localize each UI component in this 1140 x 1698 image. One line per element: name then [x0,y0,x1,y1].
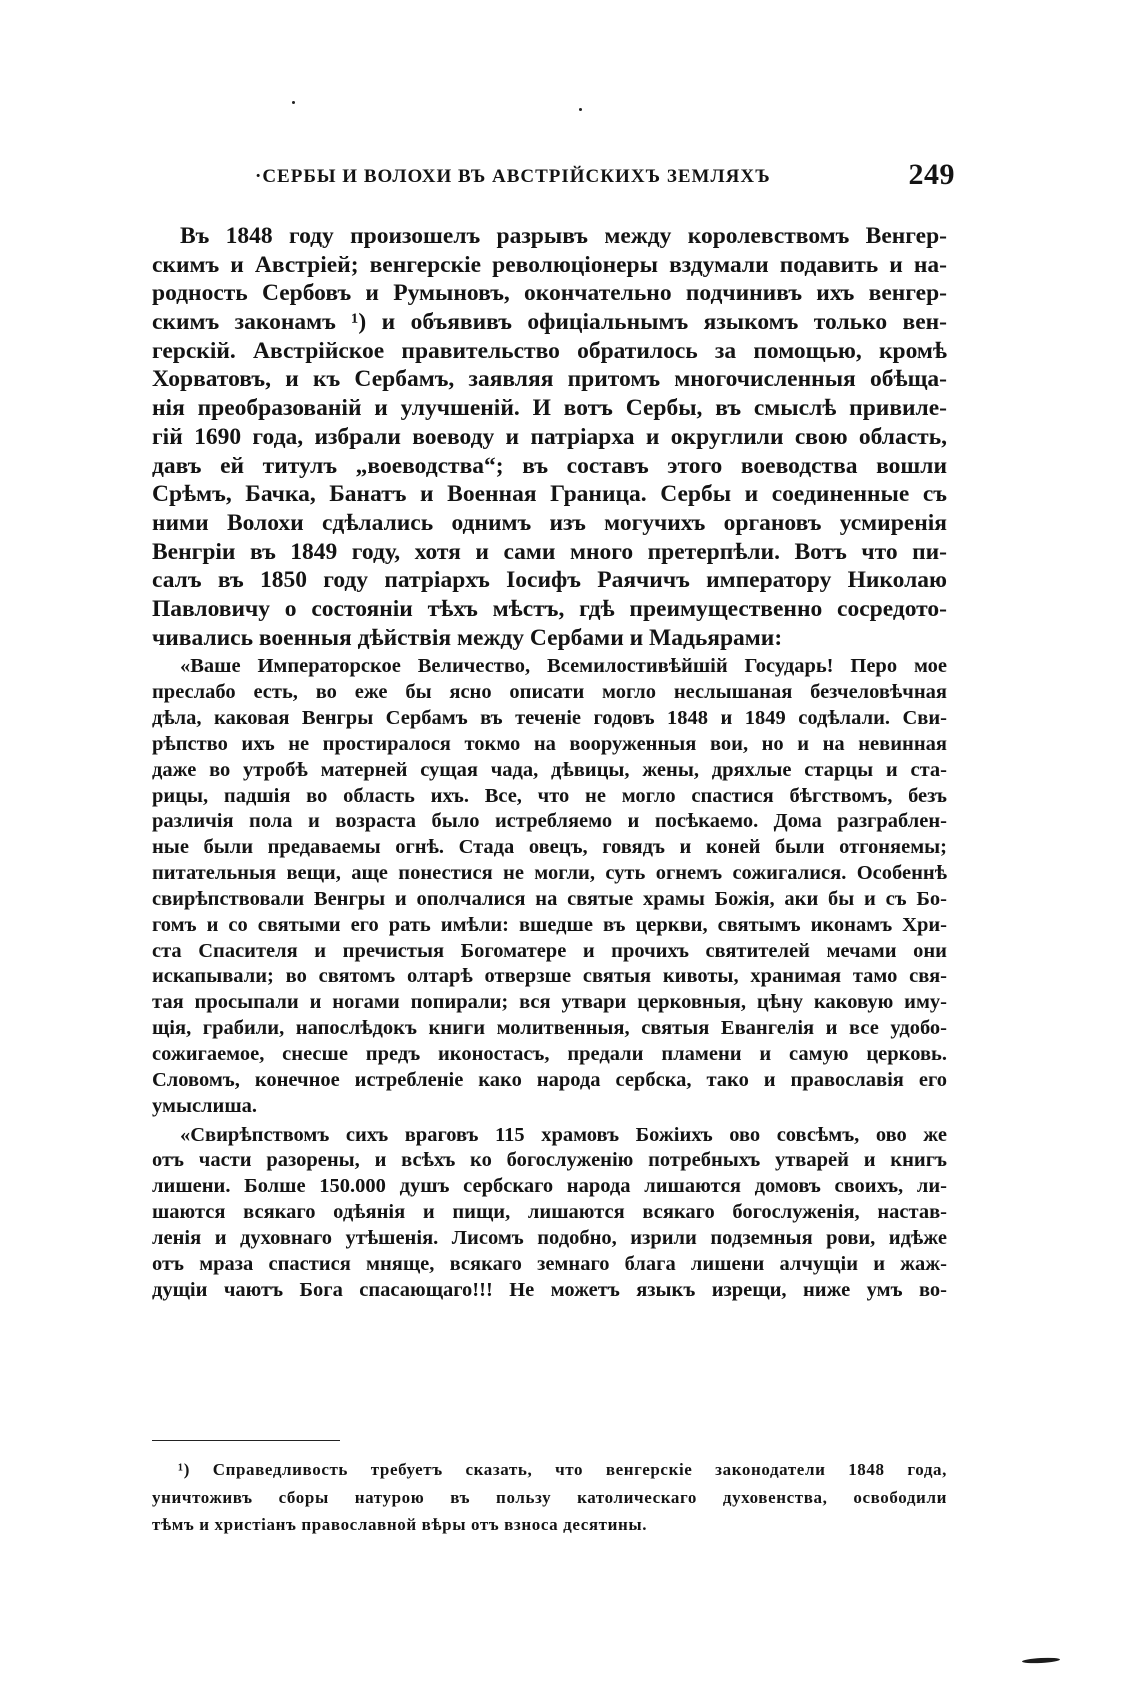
quote-line: умыслиша. [152,1094,258,1117]
text-line: Хорватовъ, и къ Сербамъ, заявляя притомъ многочисленныя обѣща- [152,366,947,393]
quote-line: отъ части разорены, и всѣхъ ко богослуженію потребныхъ утварей и книгъ [152,1149,947,1172]
footnote [152,1456,947,1539]
page-number: 249 [908,158,955,191]
quote-line: лишени. Болше 150.000 душъ сербскаго народа лишаются домовъ своихъ, ли- [152,1175,947,1198]
body-paragraph [152,222,947,652]
quote-line: рицы, падшія во область ихъ. Все, что не могло спастися бѣгствомъ, безъ [152,784,947,807]
text-line: нія преобразованій и улучшеній. И вотъ Сербы, въ смыслѣ привиле- [152,395,947,422]
text-line: Въ 1848 году произошелъ разрывъ между королевствомъ Венгер- [180,223,947,249]
running-title: ·СЕРБЫ И ВОЛОХИ ВЪ АВСТРІЙСКИХЪ ЗЕМЛЯХЪ [255,166,771,187]
quote-line: тая просыпали и ногами попирали; вся утвари церковныя, цѣну каковую иму- [152,991,947,1014]
quote-line: различія пола и возраста было истребляемо и посѣкаемо. Дома разграблен- [152,810,947,833]
text-line: гій 1690 года, избрали воеводу и патріарха и округлили свою область, [152,423,947,450]
text-line: давъ ей титулъ „воеводства“; въ составъ этого воеводства вошли [152,452,947,479]
quote-line: дущіи чаютъ Бога спасающаго!!! Не можетъ языкъ изрещи, ниже умъ во- [152,1278,947,1301]
quote-line: искапывали; во святомъ олтарѣ отверзше святыя кивоты, хранимая тамо свя- [152,965,947,988]
quote-line: даже во утробѣ матерней сущая чада, дѣвицы, жены, дряхлые старцы и ста- [152,758,947,781]
print-speck [292,101,295,104]
quote-line: дѣла, каковая Венгры Сербамъ въ теченіе годовъ 1848 и 1849 содѣлали. Сви- [152,707,947,729]
quote-line: рѣпство ихъ не простиралося токмо на вооруженныя вои, но и на невинная [152,732,947,755]
quote-line: свирѣпствовали Венгры и ополчалися на святые храмы Божія, аки бы и съ Бо- [152,887,947,910]
page-header [255,158,955,198]
quote-line: шаются всякаго одѣянія и пищи, лишаются всякаго богослуженія, настав- [152,1201,947,1224]
quote-line: ленія и духовнаго утѣшенія. Лисомъ подобно, изрили подземныя рови, идѣже [152,1226,947,1249]
text-line: Павловичу о состояніи тѣхъ мѣстъ, гдѣ преимущественно сосредото- [152,595,947,622]
quote-line: гомъ и со святыми его рать имѣли: вшедше въ церкви, святымъ иконамъ Хри- [152,913,947,936]
text-line: скимъ и Австріей; венгерскіе революціонеры вздумали подавить и на- [152,251,947,278]
quote-line: отъ мраза спастися мняще, всякаго земнаго блага лишени алчущіи и жаж- [152,1252,947,1275]
quote-line: преслабо есть, во еже бы ясно описати могло неслышаная безчеловѣчная [152,681,947,704]
quotation-paragraph [152,654,947,1119]
page-edge-mark [1022,1657,1060,1664]
quote-line: Словомъ, конечное истребленіе како народа сербска, тако и православія его [152,1068,947,1091]
text-line: чивались военныя дѣйствія между Сербами и Мадьярами: [152,624,783,651]
text-line: Венгріи въ 1849 году, хотя и сами много претерпѣли. Вотъ что пи- [152,538,947,565]
quote-line: «Свирѣпствомъ сихъ враговъ 115 храмовъ Божіихъ ово совсѣмъ, ово же [180,1123,947,1146]
footnote-line: ¹) Справедливость требуетъ сказать, что венгерскіе законодатели 1848 года, [178,1460,947,1479]
quote-line: сожигаемое, снесше предъ иконостасъ, предали пламени и самую церковь. [152,1042,947,1065]
quote-line: ные были предаваемы огнѣ. Стада овецъ, говядъ и коней были отгоняемы; [152,836,947,859]
text-line: герскій. Австрійское правительство обратилось за помощью, кромѣ [152,337,947,364]
text-line: ними Волохи сдѣлались однимъ изъ могучихъ органовъ усмиренія [152,509,947,536]
footnote-line: тѣмъ и христіанъ православной вѣры отъ взноса десятины. [152,1515,648,1534]
text-line: салъ въ 1850 году патріархъ Іосифъ Раячичъ императору Николаю [152,567,947,594]
print-speck [579,108,582,111]
quote-line: ста Спасителя и пречистыя Богоматере и прочихъ святителей мечами они [152,939,947,962]
text-line: скимъ законамъ ¹) и объявивъ офиціальнымъ языкомъ только вен- [152,309,947,336]
footnote-rule [152,1440,340,1441]
quote-line: щія, грабили, напослѣдокъ книги молитвенныя, святыя Евангелія и все удобо- [152,1017,947,1040]
quote-line: питательныя вещи, аще понестися не могли, суть огнемъ сожигалися. Особеннѣ [152,862,947,885]
main-text [152,222,947,1303]
footnote-line: уничтоживъ сборы натурою въ пользу католическаго духовенства, освободили [152,1487,947,1507]
quotation-paragraph [152,1123,947,1304]
quote-line: «Ваше Императорское Величество, Всемилостивѣйшій Государь! Перо мое [180,655,947,678]
text-line: родность Сербовъ и Румыновъ, окончательно подчинивъ ихъ венгер- [152,280,947,307]
text-line: Срѣмъ, Бачка, Банатъ и Военная Граница. Сербы и соединенные съ [152,481,947,508]
